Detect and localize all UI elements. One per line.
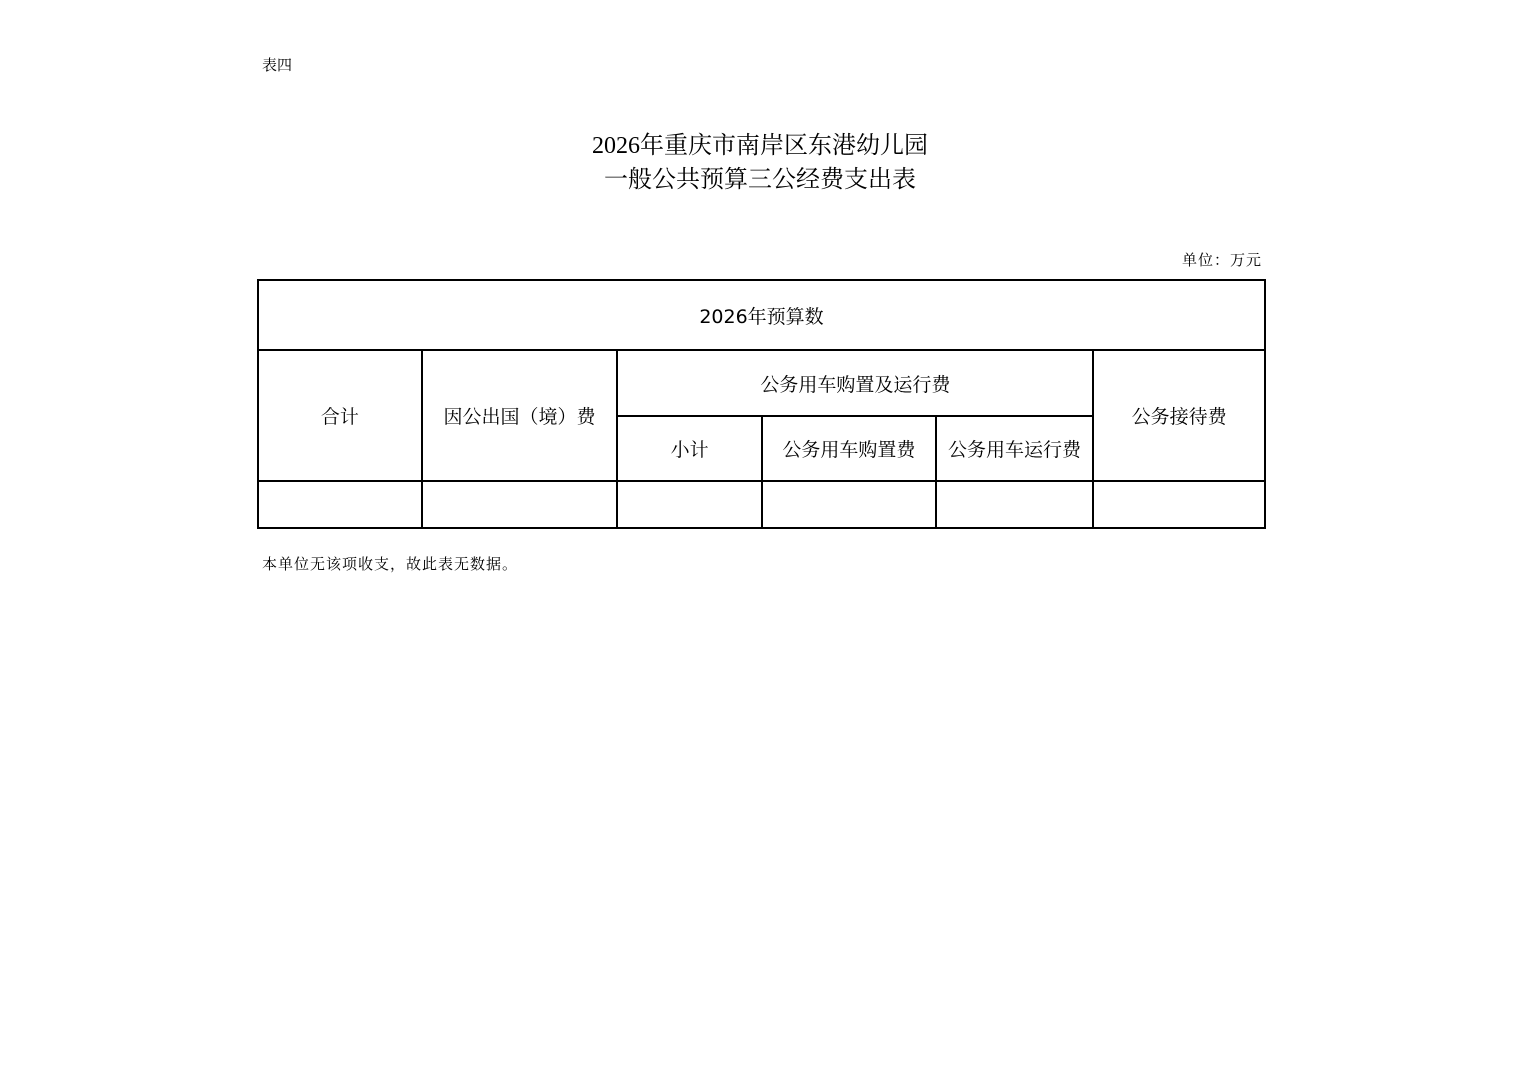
header-budget-2026: 2026年预算数 [258, 280, 1265, 350]
document-title-line2: 一般公共预算三公经费支出表 [604, 167, 916, 193]
header-vehicle-operation: 公务用车运行费 [936, 416, 1094, 481]
cell-vehicle-operation [936, 481, 1094, 528]
table-header-row-1 [258, 350, 1265, 416]
header-vehicle-group: 公务用车购置及运行费 [617, 350, 1093, 416]
cell-vehicle-purchase [762, 481, 936, 528]
table-header-row-top [258, 280, 1265, 350]
header-subtotal: 小计 [617, 416, 762, 481]
unit-label: 单位：万元 [1181, 251, 1262, 269]
three-public-expenses-table [257, 279, 1266, 529]
cell-abroad [422, 481, 618, 528]
no-data-note: 本单位无该项收支，故此表无数据。 [262, 555, 519, 573]
table-number: 表四 [262, 56, 293, 74]
document-title-line1: 2026年重庆市南岸区东港幼儿园 [592, 133, 928, 159]
header-abroad-expenses: 因公出国（境）费 [422, 350, 618, 481]
header-total: 合计 [258, 350, 422, 481]
cell-reception [1093, 481, 1265, 528]
table-row [258, 481, 1265, 528]
header-vehicle-purchase: 公务用车购置费 [762, 416, 936, 481]
header-reception-expenses: 公务接待费 [1093, 350, 1265, 481]
cell-total [258, 481, 422, 528]
cell-subtotal [617, 481, 762, 528]
